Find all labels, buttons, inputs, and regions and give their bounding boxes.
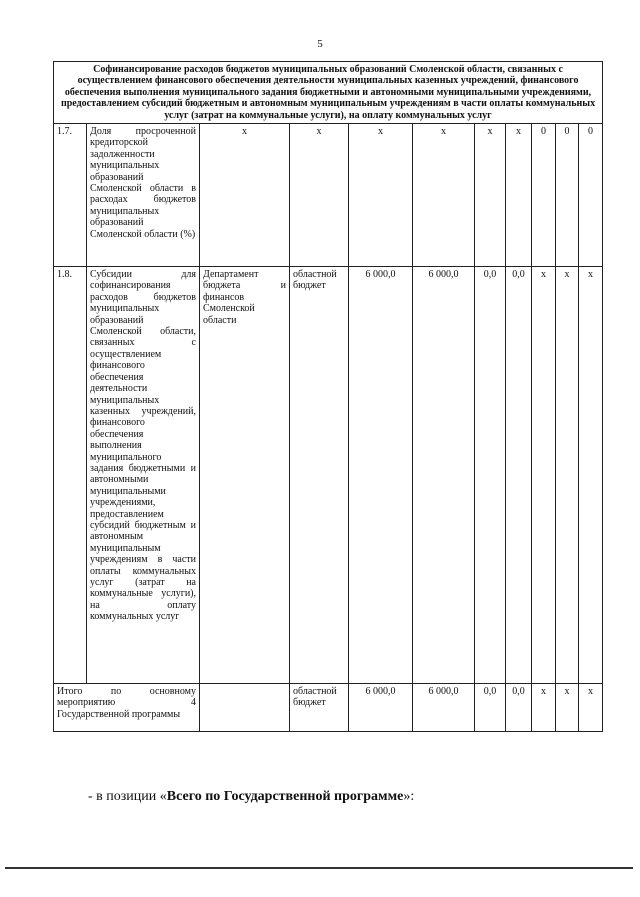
bottom-rule	[5, 867, 633, 869]
row-value: х	[532, 267, 556, 684]
note-bold: Всего по Государственной программе	[166, 789, 404, 804]
row-value: х	[556, 267, 579, 684]
total-executor	[200, 684, 290, 732]
row-value: х	[579, 267, 603, 684]
total-value: 6 000,0	[349, 684, 413, 732]
program-table	[53, 61, 603, 732]
row-value: х	[290, 124, 349, 267]
row-value: х	[200, 124, 290, 267]
row-value: х	[349, 124, 413, 267]
note-prefix: - в позиции «	[88, 789, 167, 804]
row-number: 1.8.	[54, 267, 87, 684]
row-value: х	[413, 124, 475, 267]
total-value: х	[556, 684, 579, 732]
table-row	[54, 267, 603, 684]
total-value: х	[532, 684, 556, 732]
row-funding-source: областной бюджет	[290, 267, 349, 684]
row-value: х	[475, 124, 506, 267]
total-value: 0,0	[506, 684, 532, 732]
row-executor: Департамент бюджета и финансов Смоленской области	[200, 267, 290, 684]
total-value: х	[579, 684, 603, 732]
row-value: 6 000,0	[349, 267, 413, 684]
total-value: 6 000,0	[413, 684, 475, 732]
row-value: 0,0	[506, 267, 532, 684]
total-value: 0,0	[475, 684, 506, 732]
row-value: 0	[532, 124, 556, 267]
row-value: 6 000,0	[413, 267, 475, 684]
section-header: Софинансирование расходов бюджетов муниципальных образований Смоленской области, связанных с осуществлением финансового обеспечения деятельности муниципальных казенных учреждений, финансового обеспечения выполнения муниципального задания бюджетными и автономными муниципальными учреждениями, предоставлением субсидий бюджетным и автономным муниципальным учреждениям в части оплаты коммунальных услуг (затрат на коммунальные услуги), на оплату коммунальных услуг	[54, 62, 603, 124]
row-name: Субсидии для софинансирования расходов бюджетов муниципальных образований Смоленской области, связанных с осуществлением финансового обеспечения деятельности муниципальных казенных учреждений, финансового обеспечения выполнения муниципального задания бюджетными и автономными муниципальными учреждениями, предоставлением субсидий бюджетным и автономным муниципальным учреждениям в части оплаты коммунальных услуг (затрат на коммунальные услуги), на оплату коммунальных услуг	[87, 267, 200, 684]
row-value: 0,0	[475, 267, 506, 684]
page-number: 5	[317, 38, 323, 50]
table-header-row	[54, 62, 603, 124]
table-row	[54, 124, 603, 267]
note-suffix: »:	[403, 789, 415, 804]
total-label: Итого по основному мероприятию 4 Государственной программы	[54, 684, 200, 732]
row-value: х	[506, 124, 532, 267]
row-number: 1.7.	[54, 124, 87, 267]
row-name: Доля просроченной кредиторской задолженности муниципальных образований Смоленской области в расходах бюджетов муниципальных образований Смоленской области (%)	[87, 124, 200, 267]
total-funding-source: областной бюджет	[290, 684, 349, 732]
position-note	[88, 789, 414, 805]
total-row	[54, 684, 603, 732]
row-value: 0	[556, 124, 579, 267]
row-value: 0	[579, 124, 603, 267]
